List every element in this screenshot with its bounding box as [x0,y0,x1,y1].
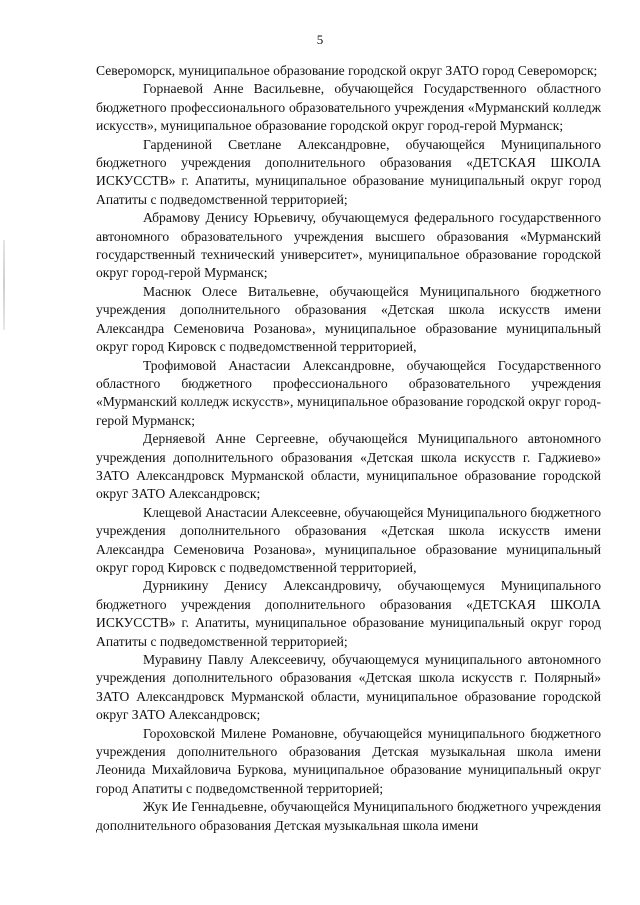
paragraph: Маснюк Олесе Витальевне, обучающейся Муниципального бюджетного учреждения дополнительного образования «Детская школа искусств имени Александра Семеновича Розанова», муниципальное образование муниципальный округ город Кировск с подведомственной территорией, [96,283,601,355]
scan-edge-mark [3,240,5,330]
paragraph: Гороховской Милене Романовне, обучающейся муниципального бюджетного учреждения дополнительного образования Детская музыкальная школа имени Леонида Михайловича Буркова, муниципальное образование муниципальный округ город Апатиты с подведомственной территорией; [96,725,601,796]
paragraph: Муравину Павлу Алексеевичу, обучающемуся муниципального автономного учреждения дополнительного образования «Детская школа искусств г. Полярный» ЗАТО Александровск Мурманской области, муниципальное образование городской округ ЗАТО Александровск; [96,652,601,723]
document-body [96,62,601,835]
paragraph: Дурникину Денису Александровичу, обучающемуся Муниципального бюджетного учреждения дополнительного образования «ДЕТСКАЯ ШКОЛА ИСКУССТВ» г. Апатиты, муниципальное образование муниципальный округ город Апатиты с подведомственной территорией; [96,578,601,649]
paragraph: Клещевой Анастасии Алексеевне, обучающейся Муниципального бюджетного учреждения дополнительного образования «Детская школа искусств имени Александра Семеновича Розанова», муниципальное образование муниципальный округ город Кировск с подведомственной территорией, [96,504,601,575]
paragraph: Абрамову Денису Юрьевичу, обучающемуся федерального государственного автономного образовательного учреждения высшего образования «Мурманский государственный технический университет», муниципальное образование городской округ город-герой Мурманск; [96,210,601,281]
paragraph: Трофимовой Анастасии Александровне, обучающейся Государственного областного бюджетного профессионального образовательного учреждения «Мурманский колледж искусств», муниципальное образование городской округ город-герой Мурманск; [96,357,601,428]
paragraph: Дерняевой Анне Сергеевне, обучающейся Муниципального автономного учреждения дополнительного образования «Детская школа искусств г. Гаджиево» ЗАТО Александровск Мурманской области, муниципальное образование городской округ ЗАТО Александровск; [96,431,601,502]
paragraph-continuation: Североморск, муниципальное образование городской округ ЗАТО город Североморск; [96,63,598,78]
paragraph: Горнаевой Анне Васильевне, обучающейся Государственного областного бюджетного профессионального образовательного учреждения «Мурманский колледж искусств», муниципальное образование городской округ город-герой Мурманск; [96,81,601,134]
page-number: 5 [316,32,324,47]
paragraph: Жук Ие Геннадьевне, обучающейся Муниципального бюджетного учреждения дополнительного образования Детская музыкальная школа имени [96,799,601,833]
paragraph: Гардениной Светлане Александровне, обучающейся Муниципального бюджетного учреждения дополнительного образования «ДЕТСКАЯ ШКОЛА ИСКУССТВ» г. Апатиты, муниципальное образование муниципальный округ город Апатиты с подведомственной территорией; [96,136,601,207]
